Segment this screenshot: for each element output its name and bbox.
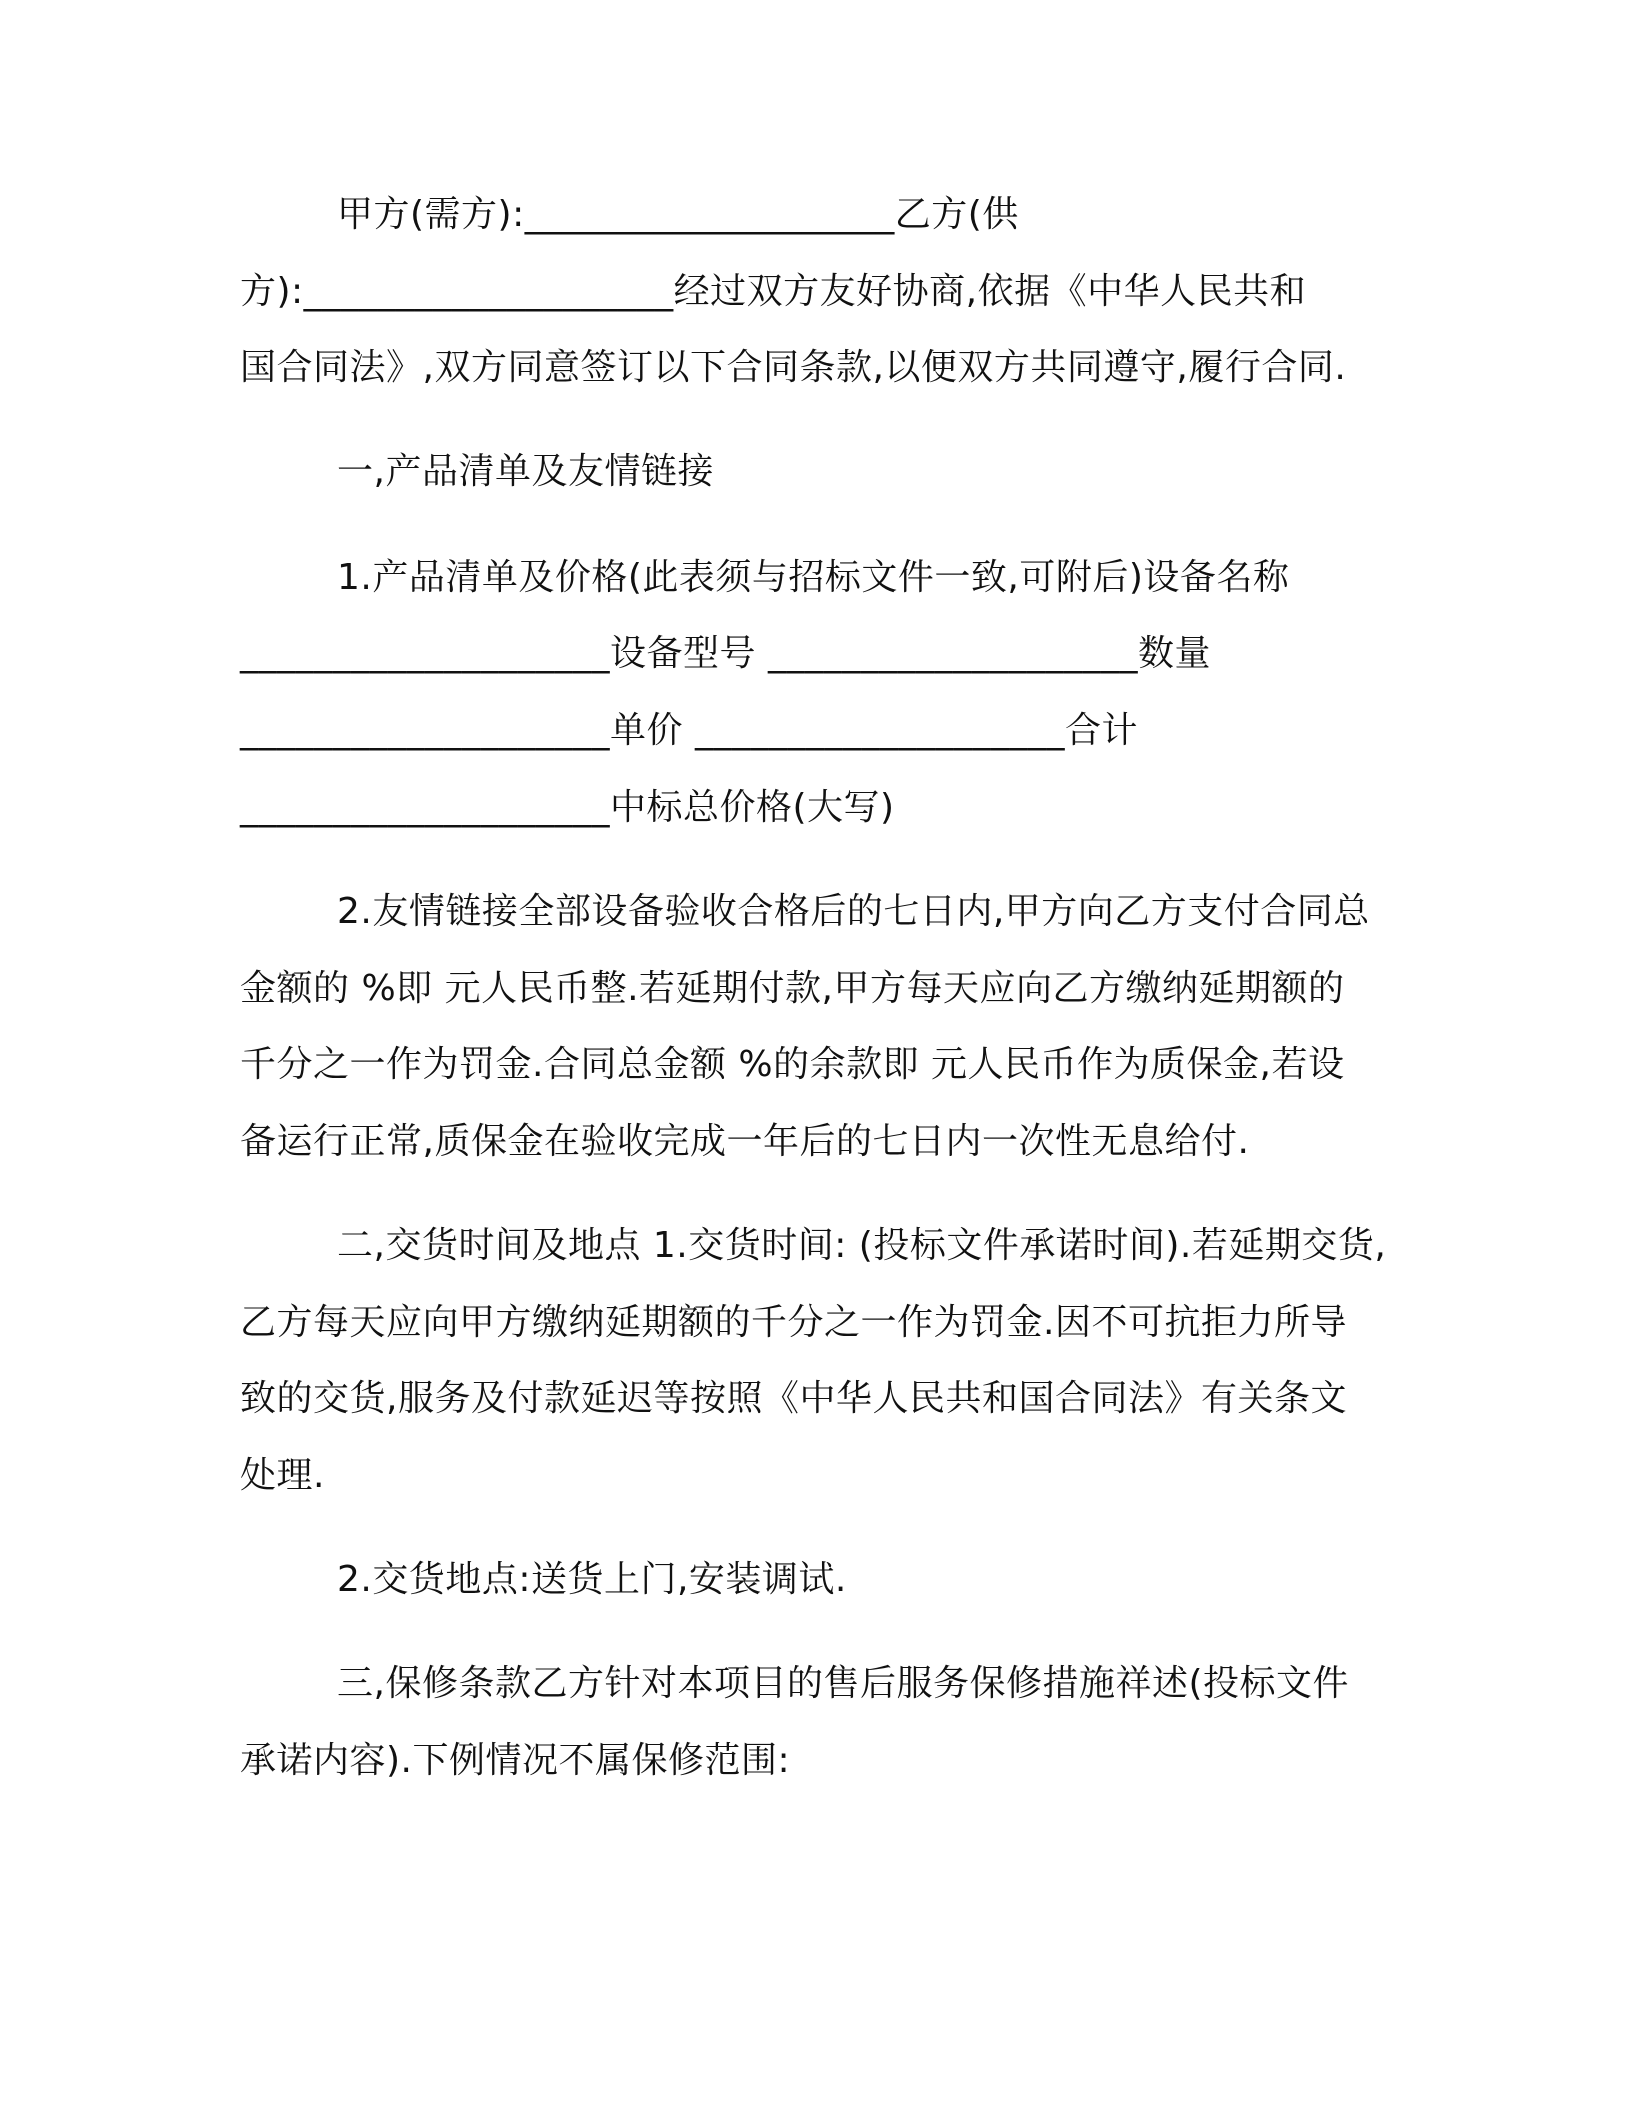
clause-2-line-4: 备运行正常,质保金在验收完成一年后的七日内一次性无息给付. [240,1121,1250,1162]
section-2-line-4: 处理. [240,1455,325,1496]
section-2-line-3: 致的交货,服务及付款延迟等按照《中华人民共和国合同法》有关条文 [240,1378,1347,1419]
clause-1-line-4: ____________________中标总价格(大写) [240,787,895,828]
party-b-line: 方):____________________经过双方友好协商,依据《中华人民共和 [240,271,1307,312]
section-3-line-2: 承诺内容).下例情况不属保修范围: [240,1740,791,1781]
clause-2-line-3: 千分之一作为罚金.合同总金额 %的余款即 元人民币作为质保金,若设 [240,1044,1345,1085]
clause-1-line-2: ____________________设备型号 ____________________数量 [240,633,1211,674]
clause-2-line-1: 2.友情链接全部设备验收合格后的七日内,甲方向乙方支付合同总 [337,891,1370,932]
clause-2-line-2: 金额的 %即 元人民币整.若延期付款,甲方每天应向乙方缴纳延期额的 [240,968,1345,1009]
clause-1-line-3: ____________________单价 ____________________合计 [240,710,1138,751]
section-2-line-2: 乙方每天应向甲方缴纳延期额的千分之一作为罚金.因不可抗拒力所导 [240,1302,1347,1343]
preamble-line: 国合同法》,双方同意签订以下合同条款,以便双方共同遵守,履行合同. [240,347,1347,388]
section-1-heading: 一,产品清单及友情链接 [337,451,714,492]
section-3-line-1: 三,保修条款乙方针对本项目的售后服务保修措施祥述(投标文件 [337,1663,1349,1704]
party-a-line: 甲方(需方):____________________乙方(供 [337,194,1019,235]
clause-1-line-1: 1.产品清单及价格(此表须与招标文件一致,可附后)设备名称 [337,557,1290,598]
delivery-location-line: 2.交货地点:送货上门,安装调试. [337,1559,847,1600]
section-2-line-1: 二,交货时间及地点 1.交货时间: (投标文件承诺时间).若延期交货, [337,1225,1387,1266]
